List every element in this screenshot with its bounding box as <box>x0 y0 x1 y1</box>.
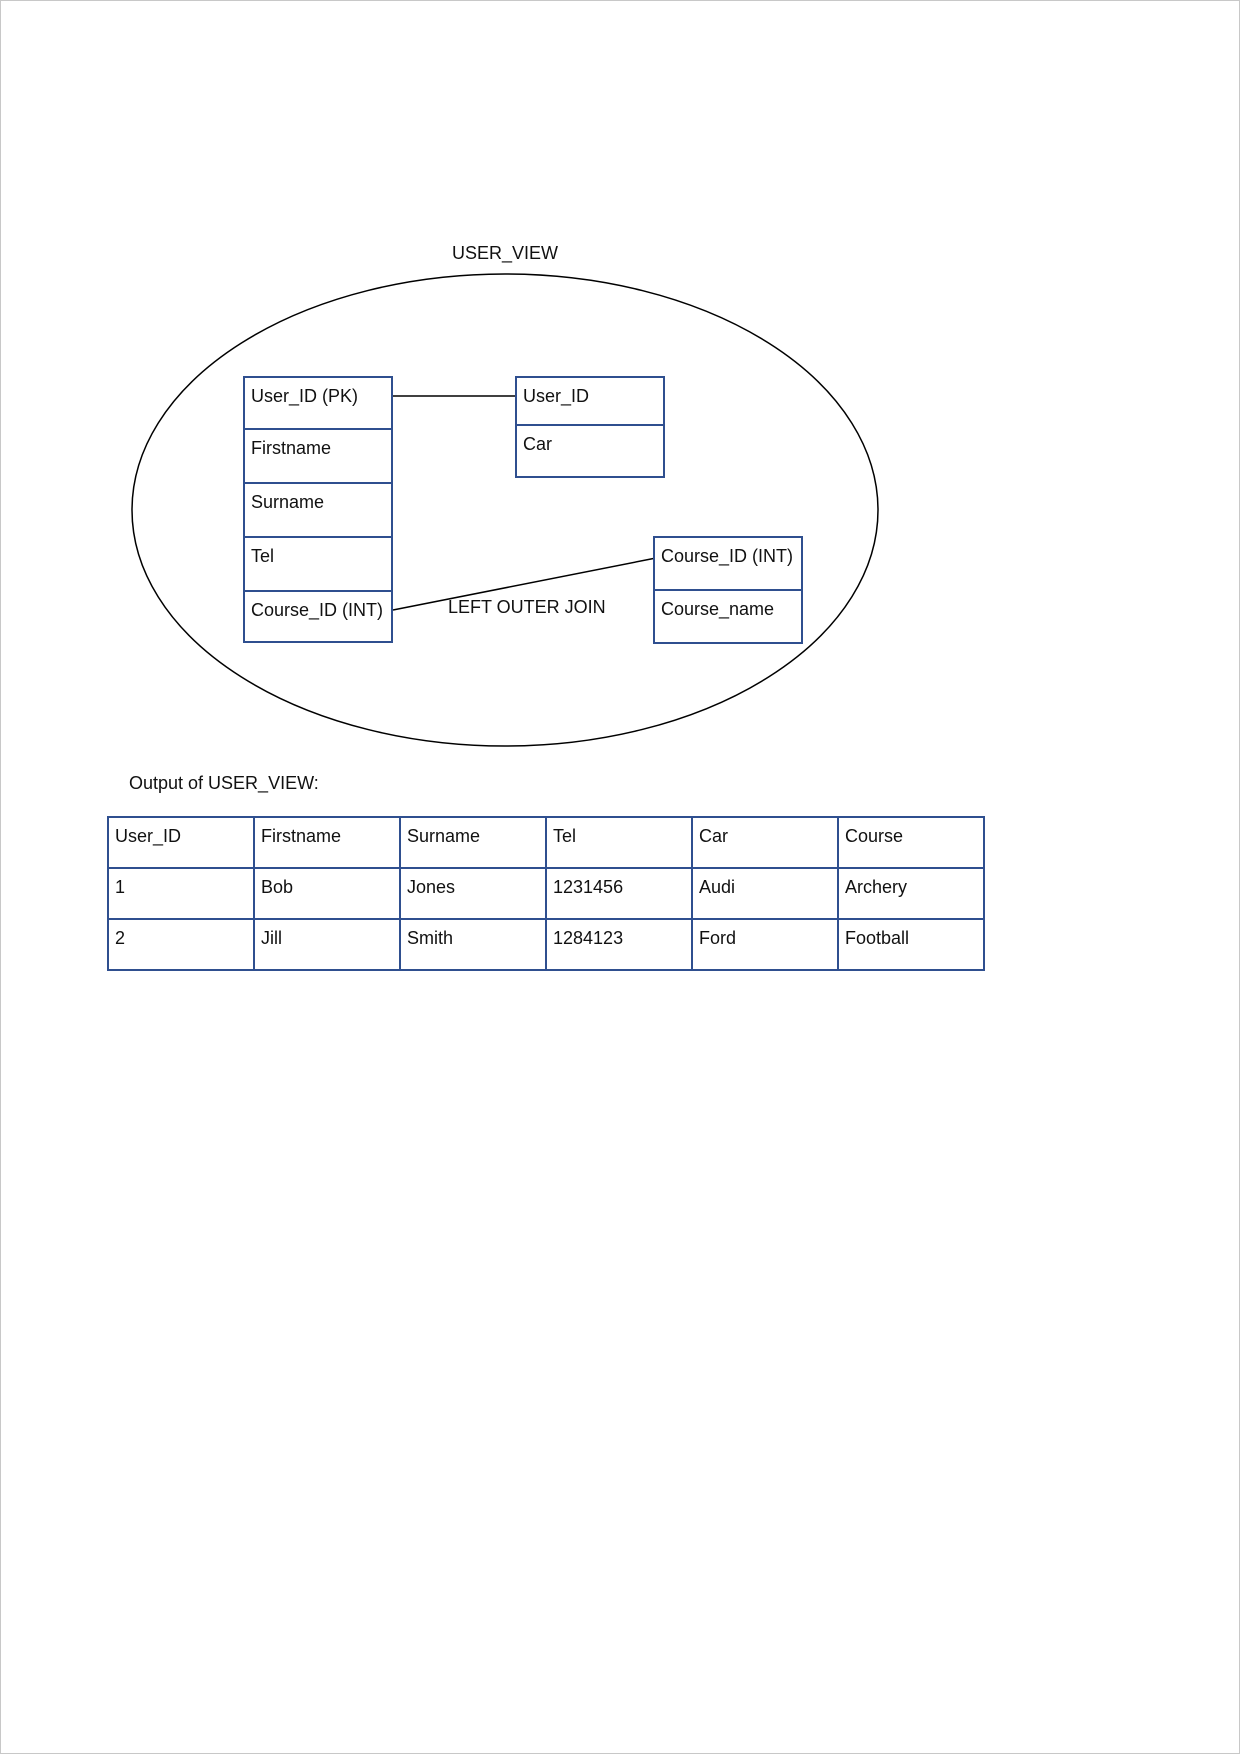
users-field-surname: Surname <box>245 484 391 538</box>
table-cell: Ford <box>692 919 838 970</box>
table-cell: 1284123 <box>546 919 692 970</box>
table-row <box>108 868 984 919</box>
courses-entity[interactable] <box>653 536 803 644</box>
header-cell: Course <box>838 817 984 868</box>
table-row <box>108 919 984 970</box>
users-entity[interactable] <box>243 376 393 643</box>
courses-field-course-name: Course_name <box>661 599 775 619</box>
header-cell: User_ID <box>108 817 254 868</box>
users-field-user-id: User_ID (PK) <box>245 378 391 430</box>
table-cell: Jones <box>400 868 546 919</box>
table-cell: Jill <box>254 919 400 970</box>
table-cell: Football <box>838 919 984 970</box>
users-field-tel: Tel <box>245 538 391 592</box>
table-header-row <box>108 817 984 868</box>
view-title: USER_VIEW <box>452 243 559 263</box>
cars-field-user-id: User_ID <box>517 378 663 426</box>
courses-field-course-id: Course_ID (INT) <box>655 538 801 591</box>
table-cell: 1 <box>108 868 254 919</box>
header-cell: Surname <box>400 817 546 868</box>
table-cell: Smith <box>400 919 546 970</box>
table-cell: Bob <box>254 868 400 919</box>
header-cell: Tel <box>546 817 692 868</box>
table-cell: 2 <box>108 919 254 970</box>
table-cell: 1231456 <box>546 868 692 919</box>
header-cell: Car <box>692 817 838 868</box>
header-cell: Firstname <box>254 817 400 868</box>
table-cell: Archery <box>838 868 984 919</box>
output-table <box>107 816 985 971</box>
users-field-course-id: Course_ID (INT) <box>251 600 384 620</box>
cars-field-car: Car <box>523 434 553 454</box>
output-heading: Output of USER_VIEW: <box>129 773 319 793</box>
users-field-firstname: Firstname <box>245 430 391 484</box>
join-label: LEFT OUTER JOIN <box>448 597 606 617</box>
table-cell: Audi <box>692 868 838 919</box>
cars-entity[interactable] <box>515 376 665 478</box>
